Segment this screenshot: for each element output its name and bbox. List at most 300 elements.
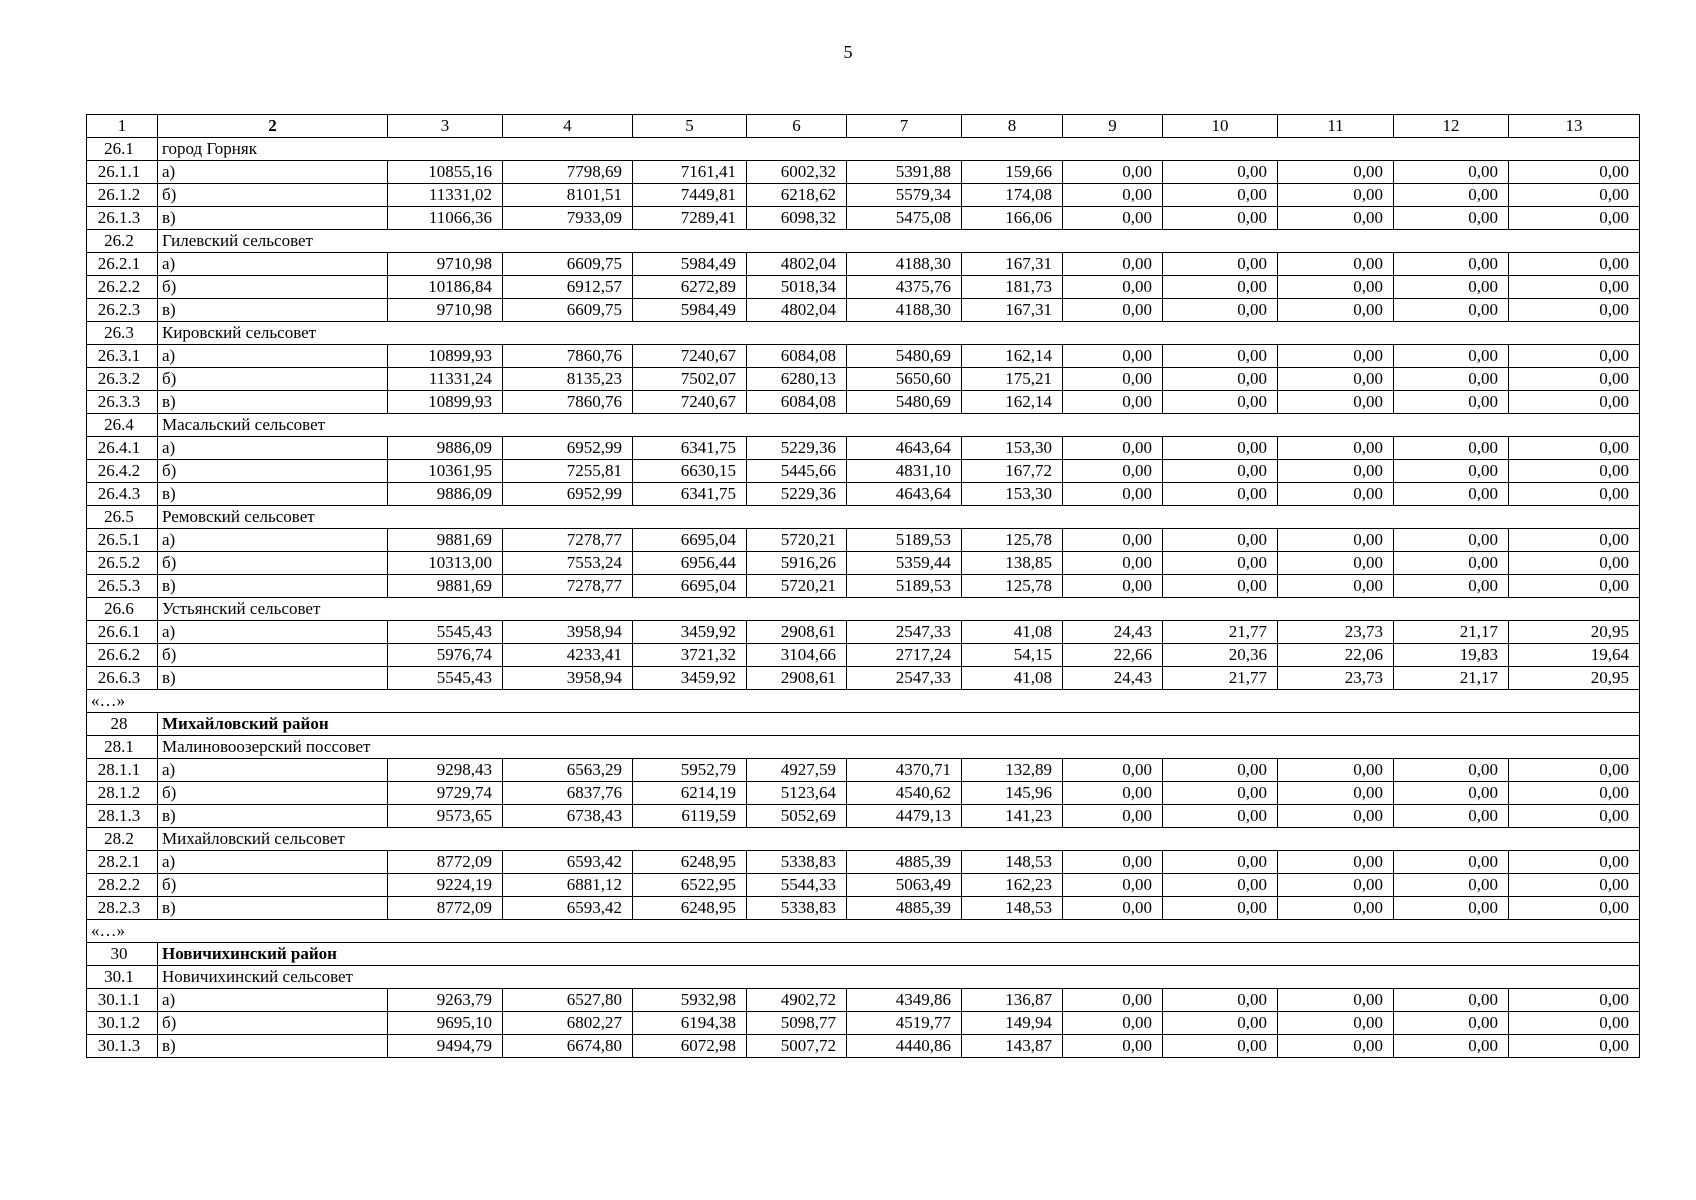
row-label: а) [158,437,388,460]
value-cell: 24,43 [1063,621,1163,644]
value-cell: 0,00 [1394,368,1509,391]
value-cell: 0,00 [1063,460,1163,483]
value-cell: 0,00 [1163,897,1278,920]
value-cell: 10899,93 [388,391,503,414]
row-label: в) [158,207,388,230]
table-row [87,253,1640,276]
value-cell: 5720,21 [747,575,847,598]
group-row [87,598,1640,621]
value-cell: 5579,34 [847,184,962,207]
value-cell: 0,00 [1163,483,1278,506]
value-cell: 0,00 [1278,782,1394,805]
column-header: 2 [158,115,388,138]
value-cell: 21,17 [1394,621,1509,644]
value-cell: 0,00 [1394,575,1509,598]
value-cell: 5932,98 [633,989,747,1012]
value-cell: 0,00 [1063,782,1163,805]
row-label: б) [158,874,388,897]
value-cell: 4349,86 [847,989,962,1012]
table-row [87,874,1640,897]
value-cell: 0,00 [1394,805,1509,828]
value-cell: 6609,75 [503,299,633,322]
value-cell: 22,06 [1278,644,1394,667]
value-cell: 138,85 [962,552,1063,575]
column-header: 8 [962,115,1063,138]
value-cell: 0,00 [1509,460,1640,483]
value-cell: 4802,04 [747,299,847,322]
row-code: 26.3.1 [87,345,158,368]
value-cell: 6084,08 [747,345,847,368]
table-header-row [87,115,1640,138]
page-number: 5 [843,42,853,62]
row-label: а) [158,345,388,368]
value-cell: 0,00 [1278,276,1394,299]
row-code: 26.2.2 [87,276,158,299]
value-cell: 0,00 [1394,207,1509,230]
value-cell: 23,73 [1278,667,1394,690]
row-code: 28.2 [87,828,158,851]
row-label: в) [158,575,388,598]
value-cell: 6341,75 [633,483,747,506]
value-cell: 6952,99 [503,437,633,460]
value-cell: 9263,79 [388,989,503,1012]
row-code: 28.1 [87,736,158,759]
row-label: в) [158,299,388,322]
column-header: 10 [1163,115,1278,138]
value-cell: 167,31 [962,253,1063,276]
value-cell: 6084,08 [747,391,847,414]
value-cell: 9886,09 [388,483,503,506]
value-cell: 6272,89 [633,276,747,299]
value-cell: 0,00 [1278,460,1394,483]
value-cell: 6194,38 [633,1012,747,1035]
value-cell: 5338,83 [747,897,847,920]
row-code: 26.5.2 [87,552,158,575]
value-cell: 10313,00 [388,552,503,575]
value-cell: 5229,36 [747,437,847,460]
row-code: 30 [87,943,158,966]
value-cell: 20,95 [1509,667,1640,690]
value-cell: 0,00 [1278,1035,1394,1058]
row-label: а) [158,529,388,552]
column-header: 9 [1063,115,1163,138]
value-cell: 0,00 [1163,207,1278,230]
value-cell: 54,15 [962,644,1063,667]
value-cell: 0,00 [1394,1035,1509,1058]
value-cell: 6593,42 [503,851,633,874]
row-code: 26.3 [87,322,158,345]
table-row [87,851,1640,874]
value-cell: 5545,43 [388,667,503,690]
value-cell: 9886,09 [388,437,503,460]
value-cell: 0,00 [1394,161,1509,184]
row-code: 26.5.3 [87,575,158,598]
value-cell: 0,00 [1509,529,1640,552]
value-cell: 0,00 [1509,1012,1640,1035]
value-cell: 0,00 [1278,345,1394,368]
value-cell: 125,78 [962,575,1063,598]
value-cell: 6280,13 [747,368,847,391]
value-cell: 9224,19 [388,874,503,897]
value-cell: 0,00 [1394,897,1509,920]
value-cell: 6593,42 [503,897,633,920]
row-code: 28.2.3 [87,897,158,920]
value-cell: 0,00 [1163,253,1278,276]
value-cell: 0,00 [1278,368,1394,391]
value-cell: 0,00 [1163,368,1278,391]
value-cell: 0,00 [1278,529,1394,552]
group-row [87,828,1640,851]
district-title: Михайловский район [158,713,1640,736]
value-cell: 174,08 [962,184,1063,207]
value-cell: 0,00 [1063,483,1163,506]
value-cell: 22,66 [1063,644,1163,667]
column-header: 11 [1278,115,1394,138]
value-cell: 141,23 [962,805,1063,828]
value-cell: 20,95 [1509,621,1640,644]
group-row [87,322,1640,345]
value-cell: 0,00 [1163,552,1278,575]
value-cell: 0,00 [1509,805,1640,828]
row-code: 30.1 [87,966,158,989]
group-title: Масальский сельсовет [158,414,1640,437]
district-row [87,713,1640,736]
value-cell: 20,36 [1163,644,1278,667]
table-row [87,621,1640,644]
value-cell: 3459,92 [633,621,747,644]
value-cell: 6956,44 [633,552,747,575]
row-code: 26.4.1 [87,437,158,460]
table-row [87,276,1640,299]
value-cell: 4927,59 [747,759,847,782]
value-cell: 6912,57 [503,276,633,299]
group-title: Михайловский сельсовет [158,828,1640,851]
value-cell: 6214,19 [633,782,747,805]
value-cell: 5359,44 [847,552,962,575]
value-cell: 4643,64 [847,483,962,506]
value-cell: 0,00 [1509,483,1640,506]
value-cell: 2547,33 [847,667,962,690]
value-cell: 9695,10 [388,1012,503,1035]
row-label: в) [158,483,388,506]
table-row [87,782,1640,805]
value-cell: 3721,32 [633,644,747,667]
value-cell: 9573,65 [388,805,503,828]
row-code: 26.4 [87,414,158,437]
table-row [87,345,1640,368]
value-cell: 7502,07 [633,368,747,391]
ellipsis-mark: «…» [87,920,1640,943]
value-cell: 0,00 [1163,161,1278,184]
value-cell: 8101,51 [503,184,633,207]
value-cell: 9494,79 [388,1035,503,1058]
value-cell: 6098,32 [747,207,847,230]
value-cell: 6802,27 [503,1012,633,1035]
group-row [87,138,1640,161]
value-cell: 6695,04 [633,575,747,598]
row-code: 26.1.2 [87,184,158,207]
group-title: Ремовский сельсовет [158,506,1640,529]
group-title: Устьянский сельсовет [158,598,1640,621]
row-code: 28.1.2 [87,782,158,805]
row-code: 28.2.1 [87,851,158,874]
value-cell: 0,00 [1278,253,1394,276]
value-cell: 0,00 [1163,759,1278,782]
column-header: 7 [847,115,962,138]
value-cell: 0,00 [1163,874,1278,897]
row-label: б) [158,1012,388,1035]
value-cell: 0,00 [1509,299,1640,322]
value-cell: 0,00 [1278,897,1394,920]
value-cell: 2717,24 [847,644,962,667]
value-cell: 4375,76 [847,276,962,299]
group-row [87,506,1640,529]
district-row [87,943,1640,966]
value-cell: 0,00 [1163,1012,1278,1035]
value-cell: 181,73 [962,276,1063,299]
value-cell: 0,00 [1394,782,1509,805]
value-cell: 0,00 [1163,299,1278,322]
row-label: б) [158,276,388,299]
table-row [87,161,1640,184]
column-header: 12 [1394,115,1509,138]
ellipsis-mark: «…» [87,690,1640,713]
row-label: а) [158,989,388,1012]
column-header: 4 [503,115,633,138]
value-cell: 0,00 [1278,759,1394,782]
value-cell: 0,00 [1063,437,1163,460]
value-cell: 5007,72 [747,1035,847,1058]
row-code: 28.2.2 [87,874,158,897]
value-cell: 0,00 [1278,207,1394,230]
value-cell: 5338,83 [747,851,847,874]
value-cell: 6630,15 [633,460,747,483]
value-cell: 5189,53 [847,529,962,552]
value-cell: 0,00 [1509,575,1640,598]
value-cell: 4643,64 [847,437,962,460]
value-cell: 6341,75 [633,437,747,460]
value-cell: 7240,67 [633,391,747,414]
value-cell: 5480,69 [847,391,962,414]
value-cell: 10899,93 [388,345,503,368]
row-code: 28.1.1 [87,759,158,782]
row-label: б) [158,368,388,391]
value-cell: 9298,43 [388,759,503,782]
value-cell: 5098,77 [747,1012,847,1035]
value-cell: 6695,04 [633,529,747,552]
value-cell: 0,00 [1278,989,1394,1012]
value-cell: 0,00 [1509,989,1640,1012]
value-cell: 6527,80 [503,989,633,1012]
value-cell: 0,00 [1394,874,1509,897]
value-cell: 0,00 [1163,575,1278,598]
value-cell: 0,00 [1509,552,1640,575]
value-cell: 5475,08 [847,207,962,230]
value-cell: 0,00 [1063,299,1163,322]
table-row [87,897,1640,920]
value-cell: 0,00 [1394,184,1509,207]
value-cell: 7933,09 [503,207,633,230]
row-label: б) [158,552,388,575]
row-label: б) [158,644,388,667]
district-title: Новичихинский район [158,943,1640,966]
column-header: 3 [388,115,503,138]
value-cell: 5123,64 [747,782,847,805]
value-cell: 9710,98 [388,253,503,276]
value-cell: 41,08 [962,621,1063,644]
value-cell: 4188,30 [847,299,962,322]
row-code: 26.6 [87,598,158,621]
value-cell: 0,00 [1509,253,1640,276]
value-cell: 4902,72 [747,989,847,1012]
value-cell: 0,00 [1278,483,1394,506]
row-code: 26.1.1 [87,161,158,184]
value-cell: 0,00 [1063,552,1163,575]
row-code: 26.3.2 [87,368,158,391]
value-cell: 0,00 [1509,851,1640,874]
value-cell: 9729,74 [388,782,503,805]
value-cell: 7553,24 [503,552,633,575]
table-row [87,207,1640,230]
value-cell: 0,00 [1163,782,1278,805]
value-cell: 5445,66 [747,460,847,483]
group-title: Новичихинский сельсовет [158,966,1640,989]
value-cell: 0,00 [1163,805,1278,828]
value-cell: 9881,69 [388,529,503,552]
value-cell: 2547,33 [847,621,962,644]
value-cell: 149,94 [962,1012,1063,1035]
value-cell: 9881,69 [388,575,503,598]
value-cell: 10186,84 [388,276,503,299]
value-cell: 3459,92 [633,667,747,690]
value-cell: 4802,04 [747,253,847,276]
value-cell: 153,30 [962,437,1063,460]
value-cell: 7798,69 [503,161,633,184]
value-cell: 5063,49 [847,874,962,897]
value-cell: 145,96 [962,782,1063,805]
value-cell: 0,00 [1394,529,1509,552]
value-cell: 0,00 [1063,897,1163,920]
value-cell: 0,00 [1278,575,1394,598]
value-cell: 0,00 [1063,874,1163,897]
value-cell: 0,00 [1394,851,1509,874]
value-cell: 4540,62 [847,782,962,805]
table-row [87,460,1640,483]
group-row [87,966,1640,989]
value-cell: 0,00 [1278,437,1394,460]
row-code: 26.1 [87,138,158,161]
value-cell: 8772,09 [388,897,503,920]
row-code: 26.5 [87,506,158,529]
value-cell: 5984,49 [633,299,747,322]
value-cell: 0,00 [1278,184,1394,207]
value-cell: 7278,77 [503,529,633,552]
value-cell: 125,78 [962,529,1063,552]
row-code: 26.3.3 [87,391,158,414]
value-cell: 0,00 [1394,253,1509,276]
value-cell: 7278,77 [503,575,633,598]
row-code: 26.2.3 [87,299,158,322]
ellipsis-row [87,920,1640,943]
value-cell: 0,00 [1063,391,1163,414]
table-row [87,529,1640,552]
value-cell: 0,00 [1163,184,1278,207]
value-cell: 0,00 [1509,759,1640,782]
value-cell: 10855,16 [388,161,503,184]
value-cell: 5720,21 [747,529,847,552]
table-row [87,552,1640,575]
value-cell: 0,00 [1509,782,1640,805]
value-cell: 0,00 [1394,989,1509,1012]
value-cell: 5189,53 [847,575,962,598]
value-cell: 0,00 [1509,184,1640,207]
value-cell: 148,53 [962,897,1063,920]
value-cell: 0,00 [1509,276,1640,299]
row-code: 26.4.3 [87,483,158,506]
table-row [87,391,1640,414]
value-cell: 6952,99 [503,483,633,506]
row-code: 26.6.1 [87,621,158,644]
value-cell: 0,00 [1063,1012,1163,1035]
value-cell: 24,43 [1063,667,1163,690]
value-cell: 3104,66 [747,644,847,667]
group-row [87,736,1640,759]
value-cell: 4831,10 [847,460,962,483]
value-cell: 0,00 [1394,345,1509,368]
value-cell: 0,00 [1163,437,1278,460]
value-cell: 4519,77 [847,1012,962,1035]
value-cell: 0,00 [1163,1035,1278,1058]
value-cell: 0,00 [1063,253,1163,276]
value-cell: 0,00 [1509,1035,1640,1058]
value-cell: 6119,59 [633,805,747,828]
row-label: в) [158,897,388,920]
table-row [87,759,1640,782]
table-row [87,368,1640,391]
value-cell: 0,00 [1063,207,1163,230]
value-cell: 0,00 [1063,989,1163,1012]
tariff-table [86,114,1640,1058]
row-label: б) [158,460,388,483]
value-cell: 5052,69 [747,805,847,828]
value-cell: 4440,86 [847,1035,962,1058]
value-cell: 11066,36 [388,207,503,230]
row-label: б) [158,184,388,207]
value-cell: 0,00 [1394,460,1509,483]
value-cell: 6248,95 [633,851,747,874]
value-cell: 0,00 [1509,368,1640,391]
value-cell: 0,00 [1063,345,1163,368]
row-label: а) [158,621,388,644]
value-cell: 0,00 [1063,529,1163,552]
value-cell: 0,00 [1278,874,1394,897]
value-cell: 23,73 [1278,621,1394,644]
value-cell: 4233,41 [503,644,633,667]
table-row [87,184,1640,207]
row-code: 28.1.3 [87,805,158,828]
value-cell: 0,00 [1278,161,1394,184]
group-title: город Горняк [158,138,1640,161]
value-cell: 0,00 [1509,874,1640,897]
group-title: Кировский сельсовет [158,322,1640,345]
value-cell: 6881,12 [503,874,633,897]
value-cell: 4479,13 [847,805,962,828]
value-cell: 166,06 [962,207,1063,230]
value-cell: 0,00 [1509,207,1640,230]
value-cell: 0,00 [1394,391,1509,414]
table-row [87,989,1640,1012]
ellipsis-row [87,690,1640,713]
